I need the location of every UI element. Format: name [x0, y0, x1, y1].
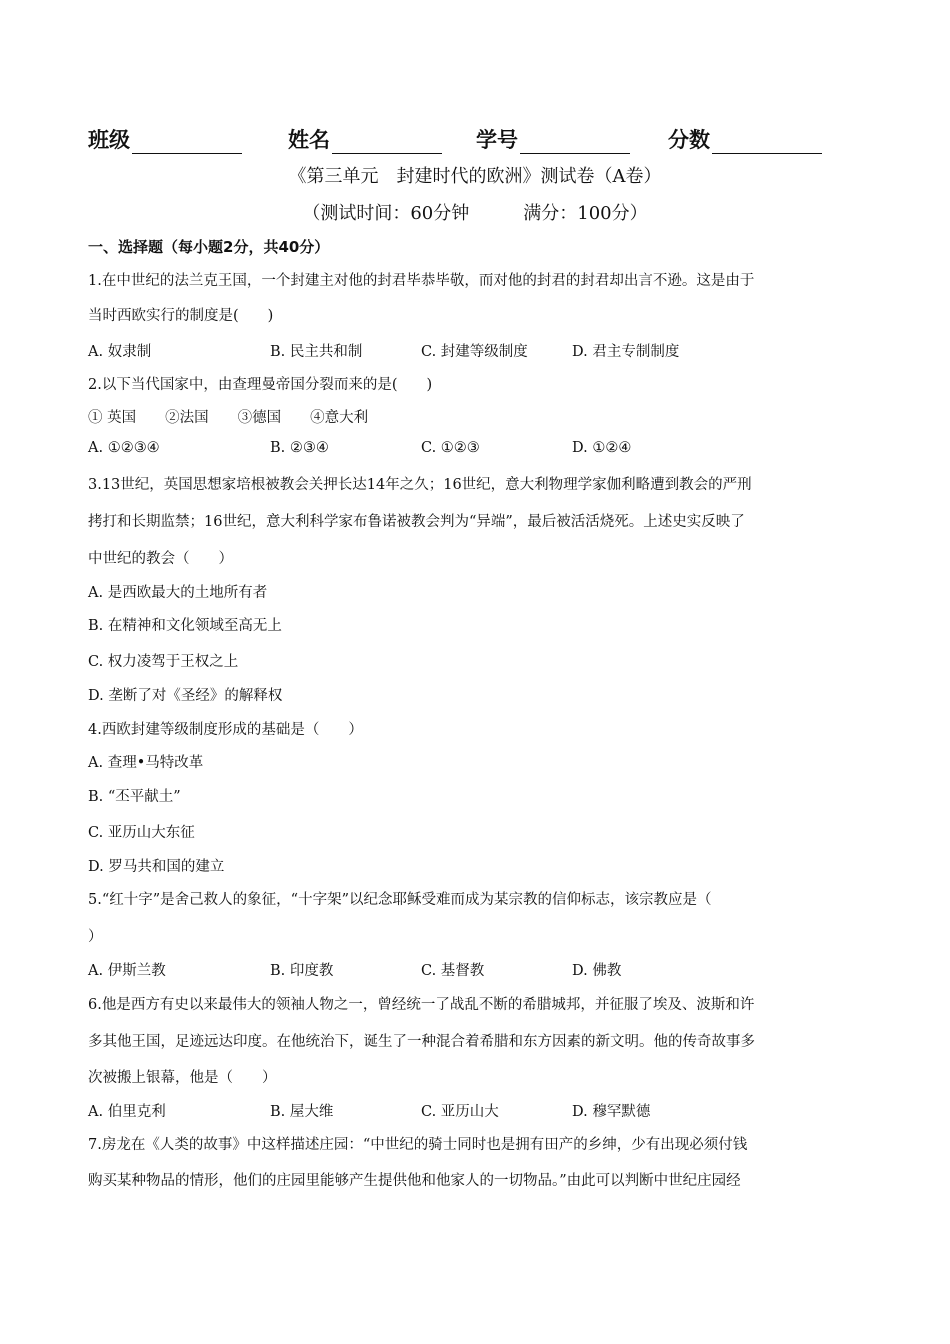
q4-option-c[interactable]: C. 亚历山大东征 [88, 825, 195, 841]
q4-option-b[interactable]: B. “丕平献土” [88, 789, 181, 805]
question-7-line-2: 购买某种物品的情形，他们的庄园里能够产生提供他和他家人的一切物品。”由此可以判断中世纪庄园经 [88, 1173, 741, 1189]
student-id-field[interactable] [476, 124, 630, 154]
q5-option-b[interactable]: B. 印度教 [270, 963, 334, 979]
name-field[interactable] [288, 124, 442, 154]
name-blank[interactable] [332, 131, 442, 154]
student-id-blank[interactable] [520, 131, 630, 154]
q5-option-c[interactable]: C. 基督教 [421, 963, 485, 979]
q5-option-d[interactable]: D. 佛教 [572, 963, 622, 979]
question-1-options [88, 340, 868, 360]
class-blank[interactable] [132, 131, 242, 154]
question-3-line-2: 拷打和长期监禁；16世纪，意大利科学家布鲁诺被教会判为“异端”，最后被活活烧死。上述史实反映了 [88, 514, 745, 530]
exam-subtitle: （测试时间：60分钟 满分：100分） [302, 203, 648, 224]
q3-option-a[interactable]: A. 是西欧最大的土地所有者 [88, 585, 268, 601]
question-2-line-1: 2.以下当代国家中，由查理曼帝国分裂而来的是( ) [88, 377, 433, 393]
q2-option-a[interactable]: A. ①②③④ [88, 440, 160, 456]
q3-option-c[interactable]: C. 权力凌驾于王权之上 [88, 654, 239, 670]
q6-option-a[interactable]: A. 伯里克利 [88, 1104, 166, 1120]
question-6-line-1: 6.他是西方有史以来最伟大的领袖人物之一，曾经统一了战乱不断的希腊城邦，并征服了埃及、波斯和许 [88, 997, 755, 1013]
q1-option-b[interactable]: B. 民主共和制 [270, 344, 363, 360]
q6-option-b[interactable]: B. 屋大维 [270, 1104, 334, 1120]
score-label: 分数 [668, 128, 710, 152]
q2-option-d[interactable]: D. ①②④ [572, 440, 632, 456]
q4-option-d[interactable]: D. 罗马共和国的建立 [88, 859, 225, 875]
question-2-options [88, 440, 868, 460]
question-1-line-1: 1.在中世纪的法兰克王国，一个封建主对他的封君毕恭毕敬，而对他的封君的封君却出言不逊。这是由于 [88, 273, 755, 289]
question-2-choices: ① 英国 ②法国 ③德国 ④意大利 [88, 410, 369, 426]
q6-option-d[interactable]: D. 穆罕默德 [572, 1104, 651, 1120]
exam-title: 《第三单元 封建时代的欧洲》测试卷（A卷） [288, 166, 662, 187]
q5-option-a[interactable]: A. 伊斯兰教 [88, 963, 166, 979]
question-7-line-1: 7.房龙在《人类的故事》中这样描述庄园：“中世纪的骑士同时也是拥有田产的乡绅，少有出现必须付钱 [88, 1137, 748, 1153]
q1-option-c[interactable]: C. 封建等级制度 [421, 344, 528, 360]
question-6-line-2: 多其他王国，足迹远达印度。在他统治下，诞生了一种混合着希腊和东方因素的新文明。他的传奇故事多 [88, 1034, 755, 1050]
q2-option-b[interactable]: B. ②③④ [270, 440, 329, 456]
name-label: 姓名 [288, 128, 330, 152]
class-field[interactable] [88, 124, 242, 154]
student-info-header [88, 124, 868, 154]
question-6-options [88, 1100, 868, 1120]
q1-option-d[interactable]: D. 君主专制制度 [572, 344, 680, 360]
question-5-line-1: 5.“红十字”是舍己救人的象征，“十字架”以纪念耶稣受难而成为某宗教的信仰标志，该宗教应是（ [88, 892, 712, 908]
q3-option-b[interactable]: B. 在精神和文化领域至高无上 [88, 618, 282, 634]
question-6-line-3: 次被搬上银幕，他是（ ） [88, 1070, 277, 1086]
q4-option-a[interactable]: A. 查理•马特改革 [88, 755, 204, 771]
question-1-line-2: 当时西欧实行的制度是( ) [88, 308, 274, 324]
question-3-line-3: 中世纪的教会（ ） [88, 551, 233, 567]
question-3-line-1: 3.13世纪，英国思想家培根被教会关押长达14年之久；16世纪，意大利物理学家伽利略遭到教会的严刑 [88, 477, 752, 493]
q3-option-d[interactable]: D. 垄断了对《圣经》的解释权 [88, 688, 283, 704]
question-5-line-2: ） [88, 929, 103, 945]
class-label: 班级 [88, 128, 130, 152]
q2-option-c[interactable]: C. ①②③ [421, 440, 480, 456]
score-field[interactable] [668, 124, 822, 154]
score-blank[interactable] [712, 131, 822, 154]
question-5-options [88, 959, 868, 979]
q6-option-c[interactable]: C. 亚历山大 [421, 1104, 499, 1120]
student-id-label: 学号 [476, 128, 518, 152]
q1-option-a[interactable]: A. 奴隶制 [88, 344, 152, 360]
question-4-line-1: 4.西欧封建等级制度形成的基础是（ ） [88, 722, 363, 738]
section-heading: 一、选择题（每小题2分，共40分） [88, 238, 330, 256]
